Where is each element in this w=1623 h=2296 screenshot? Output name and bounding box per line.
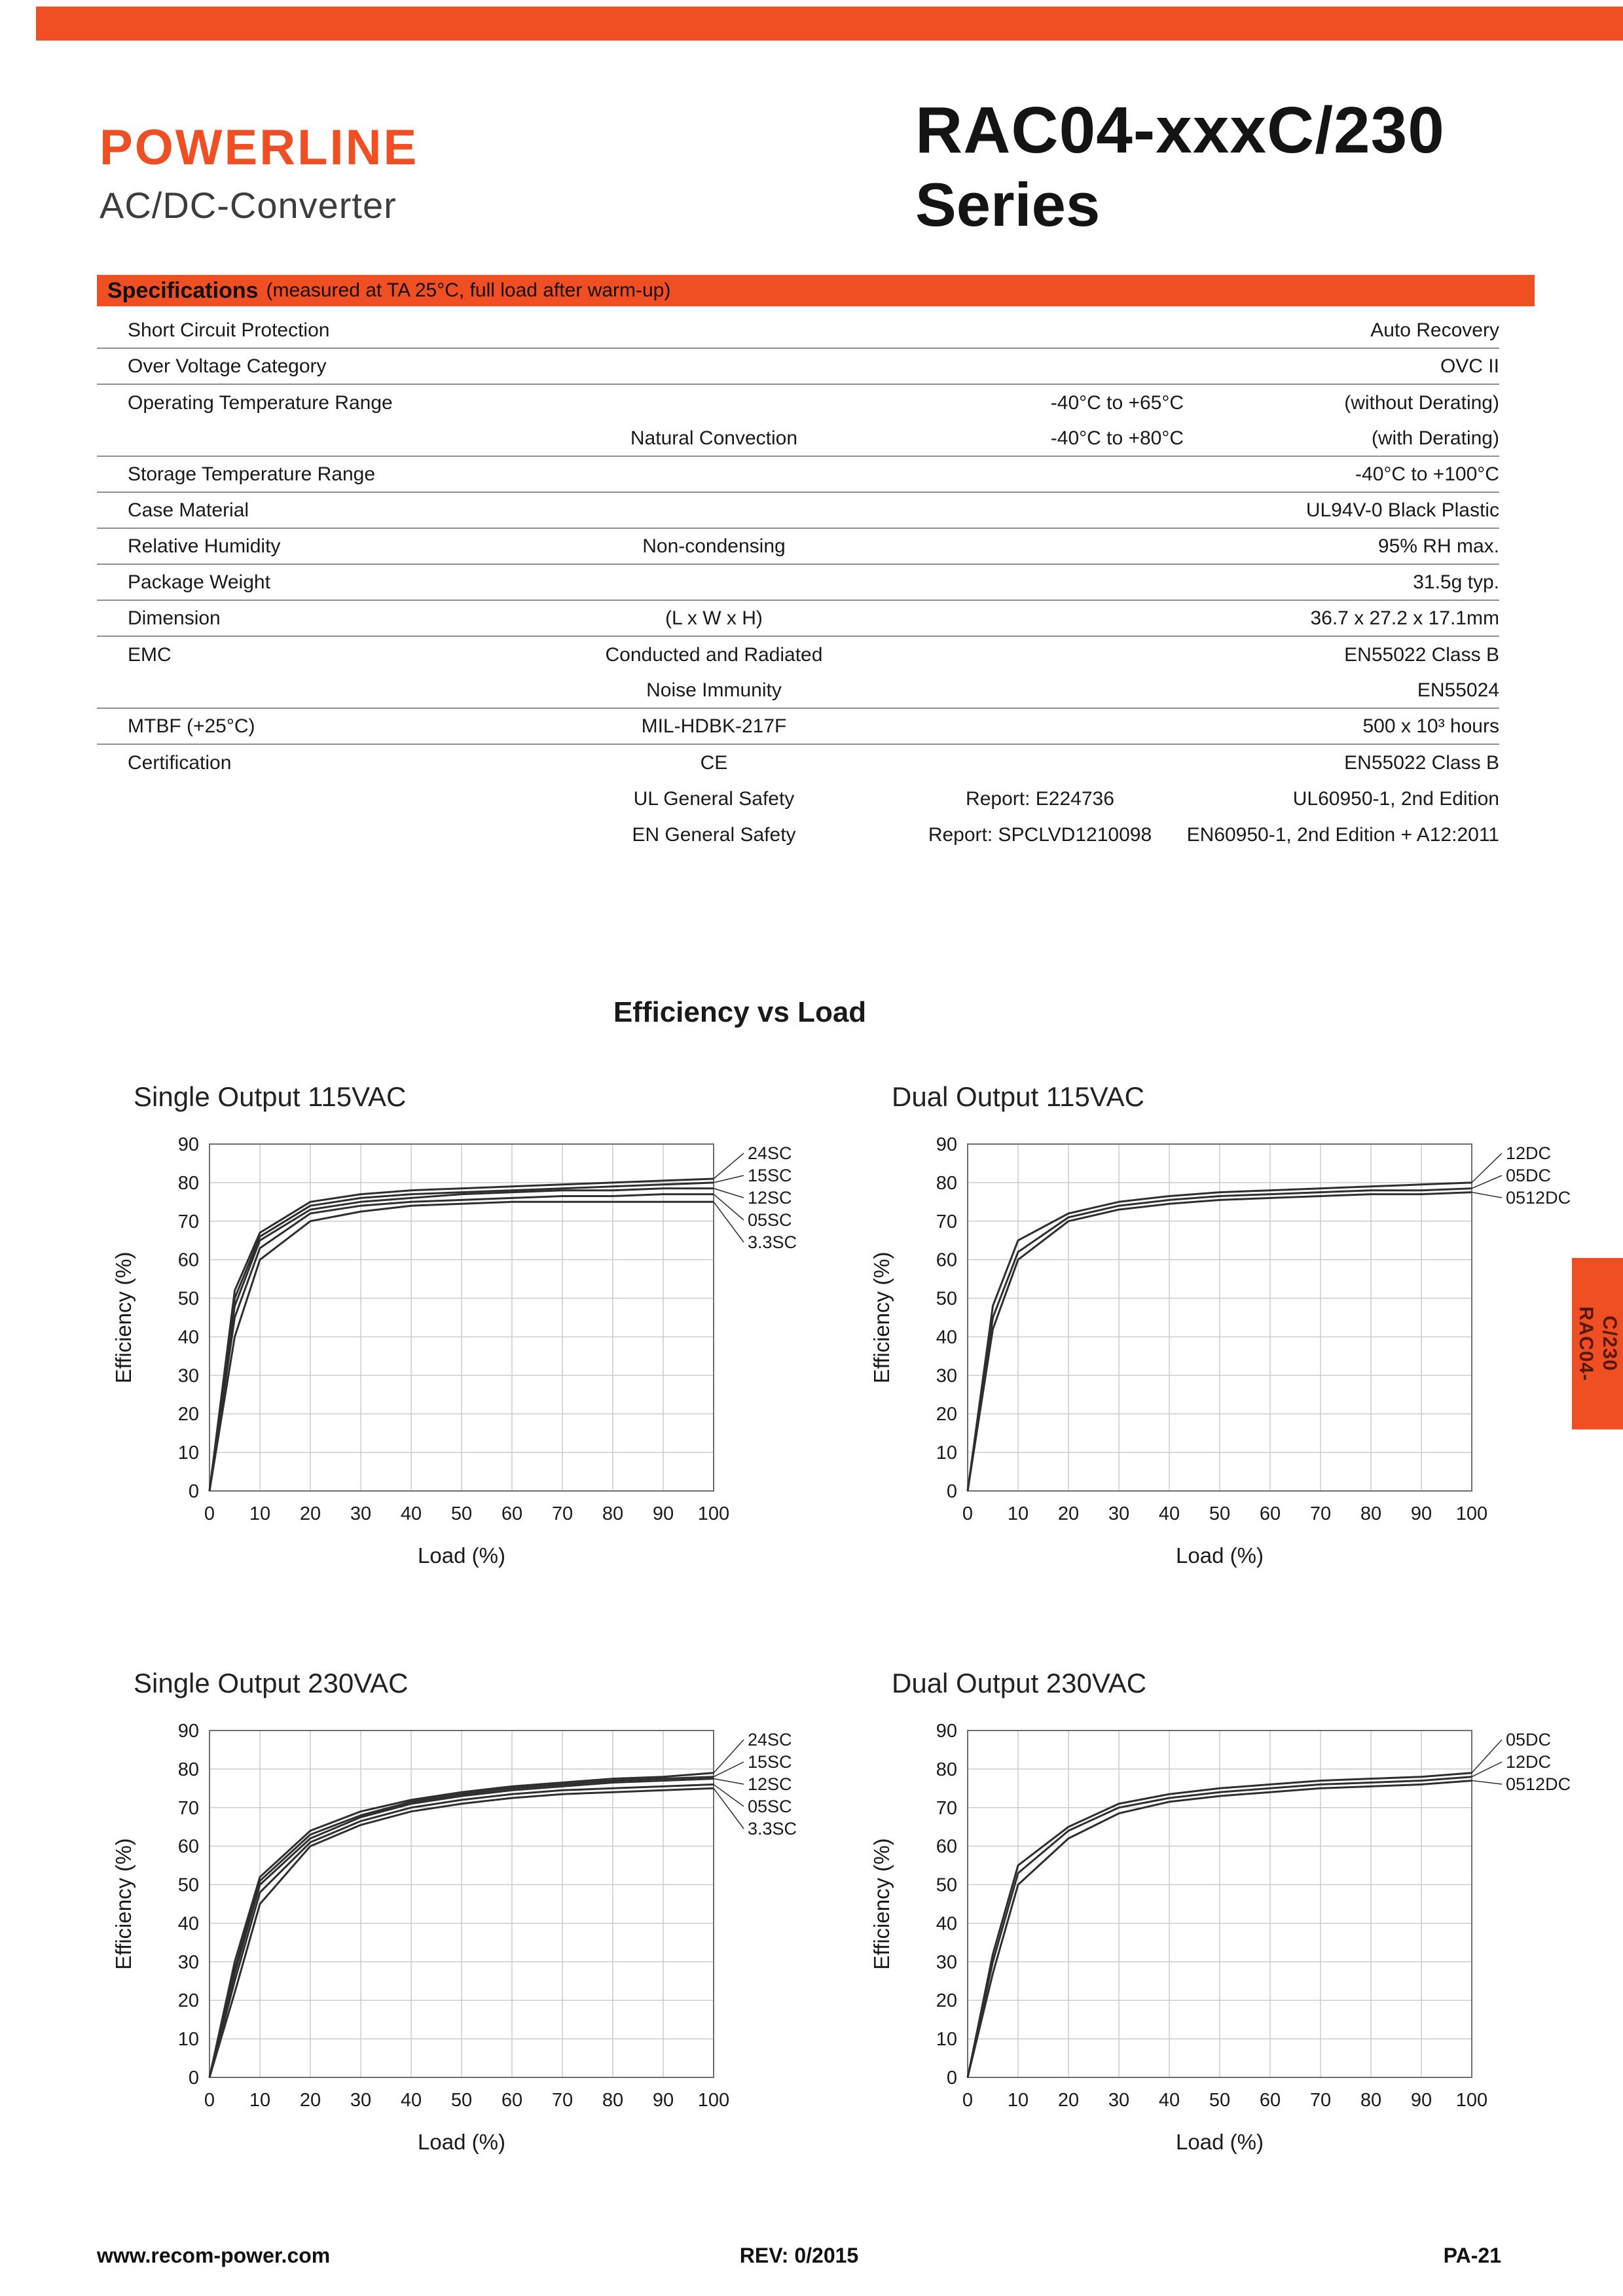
svg-text:20: 20 bbox=[1057, 2090, 1080, 2111]
svg-text:60: 60 bbox=[177, 1249, 199, 1271]
svg-text:80: 80 bbox=[177, 1172, 199, 1194]
spec-param: Package Weight bbox=[128, 571, 270, 593]
spec-param: Over Voltage Category bbox=[128, 355, 327, 377]
product-series-word: Series bbox=[915, 170, 1101, 239]
svg-text:60: 60 bbox=[936, 1249, 957, 1271]
spec-param: MTBF (+25°C) bbox=[128, 715, 255, 737]
page-index-tab-label-line1: RAC04- bbox=[1575, 1306, 1597, 1382]
spec-row bbox=[97, 457, 1499, 493]
brand-subtitle: AC/DC-Converter bbox=[100, 185, 397, 226]
spec-row bbox=[97, 709, 1499, 745]
svg-text:50: 50 bbox=[1209, 1503, 1231, 1524]
svg-text:80: 80 bbox=[602, 1503, 624, 1524]
product-series-title bbox=[915, 92, 1445, 242]
svg-text:05SC: 05SC bbox=[748, 1210, 792, 1230]
spec-row bbox=[97, 529, 1499, 565]
svg-text:10: 10 bbox=[177, 1443, 199, 1464]
spec-row bbox=[97, 313, 1499, 349]
svg-text:40: 40 bbox=[936, 1913, 957, 1935]
svg-text:30: 30 bbox=[350, 2090, 372, 2111]
svg-text:40: 40 bbox=[1158, 1503, 1180, 1524]
chart-title: Single Output 115VAC bbox=[134, 1081, 407, 1112]
specifications-title: Specifications bbox=[107, 278, 259, 303]
svg-text:Efficiency (%): Efficiency (%) bbox=[869, 1251, 894, 1384]
footer-website: www.recom-power.com bbox=[97, 2244, 331, 2267]
spec-param: Short Circuit Protection bbox=[128, 319, 330, 341]
svg-text:3.3SC: 3.3SC bbox=[748, 1819, 797, 1839]
svg-text:30: 30 bbox=[177, 1365, 199, 1387]
svg-text:Efficiency (%): Efficiency (%) bbox=[111, 1251, 136, 1384]
spec-detail: (L x W x H) bbox=[665, 607, 763, 629]
svg-text:20: 20 bbox=[936, 1990, 957, 2012]
svg-text:Load (%): Load (%) bbox=[418, 1543, 505, 1568]
svg-text:10: 10 bbox=[936, 2029, 957, 2051]
page-footer bbox=[97, 2244, 1501, 2268]
spec-value: -40°C to +100°C bbox=[1355, 463, 1499, 485]
spec-value: OVC II bbox=[1440, 355, 1499, 377]
svg-text:Load (%): Load (%) bbox=[418, 2130, 505, 2154]
svg-text:80: 80 bbox=[1360, 2090, 1382, 2111]
chart-dual-output-230vac bbox=[850, 1668, 1596, 2169]
spec-row bbox=[97, 421, 1499, 457]
chart-plot-area bbox=[92, 1124, 838, 1583]
svg-text:50: 50 bbox=[177, 1874, 199, 1896]
svg-text:40: 40 bbox=[1158, 2090, 1180, 2111]
spec-detail: Conducted and Radiated bbox=[605, 643, 823, 666]
spec-row bbox=[97, 349, 1499, 385]
spec-value: EN55022 Class B bbox=[1344, 643, 1499, 666]
svg-text:05DC: 05DC bbox=[1506, 1730, 1552, 1749]
svg-text:60: 60 bbox=[936, 1836, 957, 1857]
svg-text:70: 70 bbox=[551, 2090, 574, 2111]
spec-detail: Noise Immunity bbox=[646, 679, 782, 701]
svg-text:12SC: 12SC bbox=[748, 1774, 792, 1794]
efficiency-charts-grid bbox=[92, 1081, 1596, 2169]
product-series-name: RAC04-xxxC/230 bbox=[915, 94, 1445, 167]
svg-text:0: 0 bbox=[962, 1503, 974, 1524]
svg-text:40: 40 bbox=[177, 1913, 199, 1935]
svg-text:80: 80 bbox=[936, 1172, 957, 1194]
spec-value: EN55022 Class B bbox=[1344, 751, 1499, 774]
svg-text:20: 20 bbox=[1057, 1503, 1080, 1524]
spec-param: EMC bbox=[128, 643, 172, 666]
chart-plot-area bbox=[850, 1711, 1596, 2169]
svg-text:90: 90 bbox=[1410, 2090, 1432, 2111]
svg-text:50: 50 bbox=[450, 2090, 473, 2111]
svg-text:60: 60 bbox=[501, 2090, 523, 2111]
spec-row bbox=[97, 745, 1499, 781]
svg-text:30: 30 bbox=[350, 1503, 372, 1524]
spec-extra: -40°C to +80°C bbox=[1050, 427, 1184, 449]
svg-text:60: 60 bbox=[1259, 2090, 1281, 2111]
svg-text:50: 50 bbox=[177, 1288, 199, 1310]
spec-extra: Report: SPCLVD1210098 bbox=[928, 823, 1152, 846]
spec-row bbox=[97, 673, 1499, 709]
svg-text:0: 0 bbox=[946, 2068, 957, 2089]
svg-text:0: 0 bbox=[204, 2090, 215, 2111]
svg-text:100: 100 bbox=[697, 2090, 730, 2111]
spec-row bbox=[97, 493, 1499, 529]
spec-value: EN55024 bbox=[1417, 679, 1499, 701]
spec-value: 36.7 x 27.2 x 17.1mm bbox=[1310, 607, 1499, 629]
chart-plot-area bbox=[92, 1711, 838, 2169]
svg-text:0512DC: 0512DC bbox=[1506, 1188, 1571, 1208]
spec-value: 31.5g typ. bbox=[1413, 571, 1499, 593]
svg-text:0: 0 bbox=[962, 2090, 974, 2111]
svg-text:Load (%): Load (%) bbox=[1176, 2130, 1264, 2154]
svg-text:40: 40 bbox=[177, 1327, 199, 1348]
spec-value: 95% RH max. bbox=[1377, 535, 1499, 557]
svg-text:80: 80 bbox=[602, 2090, 624, 2111]
specifications-header bbox=[97, 275, 1535, 306]
svg-text:70: 70 bbox=[177, 1211, 199, 1232]
spec-extra: Report: E224736 bbox=[966, 787, 1114, 810]
svg-text:12SC: 12SC bbox=[748, 1188, 792, 1208]
spec-value: 500 x 10³ hours bbox=[1362, 715, 1499, 737]
svg-text:10: 10 bbox=[249, 2090, 271, 2111]
svg-text:15SC: 15SC bbox=[748, 1752, 792, 1772]
svg-text:20: 20 bbox=[177, 1990, 199, 2012]
svg-text:80: 80 bbox=[177, 1759, 199, 1780]
spec-param: Operating Temperature Range bbox=[128, 391, 393, 414]
svg-text:0: 0 bbox=[188, 1481, 199, 1502]
spec-value: Auto Recovery bbox=[1370, 319, 1499, 341]
spec-value: UL60950-1, 2nd Edition bbox=[1292, 787, 1499, 810]
svg-text:60: 60 bbox=[177, 1836, 199, 1857]
page-index-tab bbox=[1572, 1258, 1623, 1429]
spec-detail: Natural Convection bbox=[630, 427, 798, 449]
svg-text:30: 30 bbox=[1108, 2090, 1130, 2111]
svg-text:60: 60 bbox=[501, 1503, 523, 1524]
svg-text:0: 0 bbox=[946, 1481, 957, 1502]
svg-text:12DC: 12DC bbox=[1506, 1143, 1552, 1163]
svg-text:05SC: 05SC bbox=[748, 1797, 792, 1816]
svg-text:40: 40 bbox=[400, 1503, 422, 1524]
spec-row bbox=[97, 385, 1499, 421]
svg-text:Load (%): Load (%) bbox=[1176, 1543, 1264, 1568]
svg-text:30: 30 bbox=[936, 1952, 957, 1973]
chart-title: Dual Output 115VAC bbox=[892, 1081, 1144, 1112]
svg-text:50: 50 bbox=[450, 1503, 473, 1524]
svg-text:20: 20 bbox=[299, 1503, 321, 1524]
spec-param: Dimension bbox=[128, 607, 221, 629]
svg-text:24SC: 24SC bbox=[748, 1730, 792, 1749]
svg-text:70: 70 bbox=[936, 1211, 957, 1232]
spec-extra: -40°C to +65°C bbox=[1050, 391, 1184, 414]
svg-text:40: 40 bbox=[400, 2090, 422, 2111]
svg-text:90: 90 bbox=[177, 1721, 199, 1742]
spec-value: (without Derating) bbox=[1344, 391, 1499, 414]
page-index-tab-label-line2: C/230 bbox=[1599, 1316, 1620, 1372]
svg-text:100: 100 bbox=[697, 1503, 730, 1524]
svg-text:60: 60 bbox=[1259, 1503, 1281, 1524]
chart-title: Dual Output 230VAC bbox=[892, 1668, 1147, 1698]
chart-dual-output-115vac bbox=[850, 1081, 1596, 1583]
spec-value: (with Derating) bbox=[1371, 427, 1499, 449]
svg-text:30: 30 bbox=[1108, 1503, 1130, 1524]
svg-text:0: 0 bbox=[188, 2068, 199, 2089]
svg-text:100: 100 bbox=[1455, 2090, 1488, 2111]
spec-param: Case Material bbox=[128, 499, 249, 521]
svg-text:0: 0 bbox=[204, 1503, 215, 1524]
spec-detail: EN General Safety bbox=[632, 823, 796, 846]
svg-text:30: 30 bbox=[936, 1365, 957, 1387]
chart-plot-area bbox=[850, 1124, 1596, 1583]
svg-text:12DC: 12DC bbox=[1506, 1752, 1552, 1772]
chart-single-output-230vac bbox=[92, 1668, 838, 2169]
svg-text:80: 80 bbox=[936, 1759, 957, 1780]
spec-row bbox=[97, 781, 1499, 817]
spec-detail: Non-condensing bbox=[642, 535, 786, 557]
svg-text:10: 10 bbox=[177, 2029, 199, 2051]
svg-text:90: 90 bbox=[936, 1721, 957, 1742]
top-accent-bar bbox=[36, 7, 1623, 41]
svg-text:70: 70 bbox=[1309, 2090, 1332, 2111]
svg-text:70: 70 bbox=[177, 1797, 199, 1819]
spec-row bbox=[97, 601, 1499, 637]
specifications-note: (measured at TA 25°C, full load after warm-up) bbox=[266, 279, 671, 301]
svg-text:15SC: 15SC bbox=[748, 1166, 792, 1185]
svg-text:10: 10 bbox=[936, 1443, 957, 1464]
svg-text:50: 50 bbox=[936, 1288, 957, 1310]
spec-param: Storage Temperature Range bbox=[128, 463, 376, 485]
svg-text:Efficiency (%): Efficiency (%) bbox=[111, 1838, 136, 1970]
svg-text:0512DC: 0512DC bbox=[1506, 1774, 1571, 1794]
svg-text:20: 20 bbox=[177, 1404, 199, 1426]
svg-text:40: 40 bbox=[936, 1327, 957, 1348]
chart-single-output-115vac bbox=[92, 1081, 838, 1583]
spec-row bbox=[97, 637, 1499, 673]
svg-text:10: 10 bbox=[249, 1503, 271, 1524]
svg-text:Efficiency (%): Efficiency (%) bbox=[869, 1838, 894, 1970]
spec-row bbox=[97, 817, 1499, 853]
brand-name: POWERLINE bbox=[100, 120, 419, 175]
brand-block bbox=[100, 119, 418, 226]
spec-value: EN60950-1, 2nd Edition + A12:2011 bbox=[1186, 823, 1499, 846]
svg-text:70: 70 bbox=[551, 1503, 574, 1524]
svg-text:90: 90 bbox=[652, 1503, 674, 1524]
svg-text:20: 20 bbox=[936, 1404, 957, 1426]
svg-text:50: 50 bbox=[1209, 2090, 1231, 2111]
svg-text:30: 30 bbox=[177, 1952, 199, 1973]
spec-value: UL94V-0 Black Plastic bbox=[1305, 499, 1499, 521]
svg-text:20: 20 bbox=[299, 2090, 321, 2111]
svg-text:05DC: 05DC bbox=[1506, 1166, 1552, 1185]
spec-param: Certification bbox=[128, 751, 232, 774]
svg-text:70: 70 bbox=[936, 1797, 957, 1819]
svg-text:90: 90 bbox=[1410, 1503, 1432, 1524]
svg-text:24SC: 24SC bbox=[748, 1143, 792, 1163]
svg-text:50: 50 bbox=[936, 1874, 957, 1896]
svg-text:10: 10 bbox=[1007, 1503, 1029, 1524]
footer-revision: REV: 0/2015 bbox=[739, 2244, 859, 2267]
svg-text:90: 90 bbox=[177, 1134, 199, 1155]
svg-text:100: 100 bbox=[1455, 1503, 1488, 1524]
svg-text:70: 70 bbox=[1309, 1503, 1332, 1524]
svg-text:80: 80 bbox=[1360, 1503, 1382, 1524]
spec-detail: MIL-HDBK-217F bbox=[641, 715, 787, 737]
svg-text:90: 90 bbox=[936, 1134, 957, 1155]
svg-text:3.3SC: 3.3SC bbox=[748, 1232, 797, 1252]
spec-param: Relative Humidity bbox=[128, 535, 281, 557]
footer-page-number: PA-21 bbox=[1443, 2244, 1501, 2267]
svg-text:10: 10 bbox=[1007, 2090, 1029, 2111]
efficiency-vs-load-title: Efficiency vs Load bbox=[613, 996, 867, 1028]
spec-detail: UL General Safety bbox=[633, 787, 795, 810]
spec-row bbox=[97, 565, 1499, 601]
chart-title: Single Output 230VAC bbox=[134, 1668, 409, 1698]
specifications-table bbox=[97, 313, 1499, 853]
svg-text:90: 90 bbox=[652, 2090, 674, 2111]
spec-detail: CE bbox=[700, 751, 728, 774]
